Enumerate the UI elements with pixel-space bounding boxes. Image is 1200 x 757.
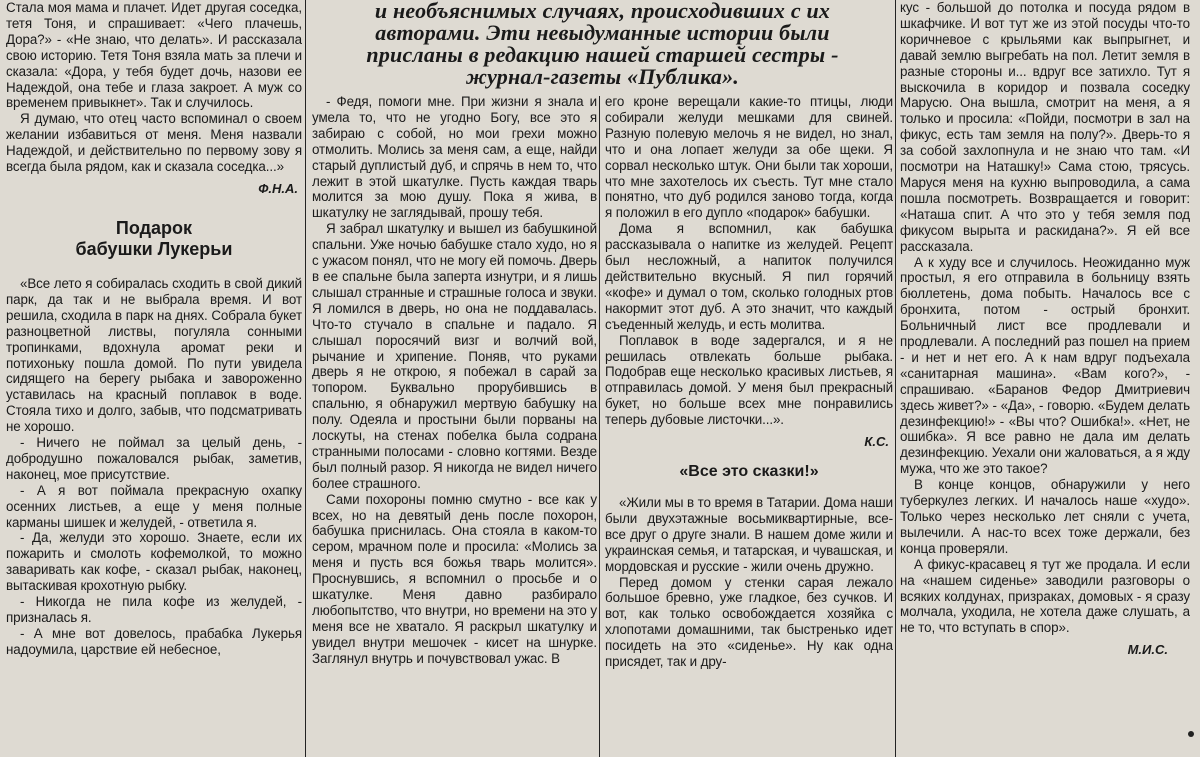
paragraph: - Никогда не пила кофе из желудей, - призналась я. [6, 594, 302, 625]
column-3 [605, 0, 893, 757]
column-divider [305, 0, 306, 757]
paragraph: Дома я вспомнил, как бабушка рассказывала о напитке из желудей. Рецепт был несложный, а напиток получился действительно вкусный. Я пил горячий «кофе» и думал о том, сколько голодных ртов накормит этот дуб. А это значит, что каждый съеденный желудь, и есть молитва. [605, 221, 893, 332]
author-signature: Ф.Н.А. [258, 180, 298, 196]
column-1 [6, 0, 302, 757]
paragraph: - А мне вот довелось, прабабка Лукерья надоумила, царствие ей небесное, [6, 625, 302, 657]
paragraph: - Федя, помоги мне. При жизни я знала и умела то, что не угодно Богу, все это я забираю с собой, но мои грехи можно отмолить. Молись за меня сам, а еще, найди старый дуплистый дуб, и спрячь в нем то, что лежит в этой шкатулке. Пусть каждая тварь молится за мою душу. Пока я жива, в шкатулку не заглядывай, прошу тебя. [312, 94, 597, 221]
paragraph: кус - большой до потолка и посуда рядом в шкафчике. И вот тут же из этой посуды что-то коричневое с крыльями как выпрыгнет, и давай землю выгребать на пол. Летит земля в разные стороны и... вдруг все затихло. Тут я выскочила в коридор и позвала соседку Марусю. Она вышла, смотрит на меня, а я только и просила: «Пойди, посмотри в зал на фикус, есть там земля на полу?». Дверь-то я за собой захлопнула и не знаю что там. «И посмотри на Наташку!» Сама стою, трясусь. Маруся меня на кухню выпроводила, а сама пошла посмотреть. Возвращается и говорит: «Наташа спит. А что это у тебя земля под фикусом вырыта и раскидана?». Я ей все рассказала. [900, 0, 1190, 254]
banner-line: и необъяснимых случаях, происходивших с их [374, 0, 831, 23]
paragraph: - Да, желуди это хорошо. Знаете, если их пожарить и смолоть кофемолкой, то можно заваривать как кофе, - сказал рыбак, наконец, вытаскивая крохотную рыбку. [6, 530, 302, 594]
story-title-line: Подарок [115, 217, 193, 238]
paragraph: - Ничего не поймал за целый день, - добродушно пожаловался рыбак, заметив, наконец, мое присутствие. [6, 435, 302, 482]
story-title: «Все это сказки!» [679, 463, 819, 481]
paragraph: А к худу все и случилось. Неожиданно муж простыл, я его отправила в больницу взять бюллетень, дома побыть. Началось все с бронхита, потом - острый бронхит. Больничный лист все продлевали и продлевали. А последний раз пошел на прием - и нет и нет его. А к нам вдруг подъехала «санитарная машина». «Вам кого?», - спрашиваю. «Баранов Федор Дмитриевич здесь живет?» - «Да», - говорю. «Будем делать дезинфекцию!» - «Вы что? Ошибка!». «Нет, не ошибка». Я все равно не дала им делать дезинфекцию. Уехали они жаловаться, а я жду мужа, что же это такое? [900, 254, 1190, 477]
author-signature: М.И.С. [1127, 642, 1168, 658]
end-mark-icon [1188, 731, 1194, 737]
paragraph: его кроне верещали какие-то птицы, люди собирали желуди мешками для свиней. Разную полевую мелочь я не видел, но знал, что и она лопает желуди за обе щеки. Я сорвал несколько штук. Они были так хороши, что мне захотелось их съесть. Тут мне стало понятно, что дуб родился заново тогда, когда я положил в его дупло «подарок» бабушки. [605, 94, 893, 221]
paragraph: Стала моя мама и плачет. Идет другая соседка, тетя Тоня, и спрашивает: «Чего плачешь, Дора?» - «Не знаю, что делать». И рассказала свою историю. Тетя Тоня взяла мать за плечи и сказала: «Дора, у тебя будет дочь, назови ее Надеждой, она тебе и глаза закроет. А муж со временем привыкнет». Так и случилось. [6, 0, 302, 111]
paragraph: «Жили мы в то время в Татарии. Дома наши были двухэтажные восьмиквартирные, все-все друг о друге знали. В нашем доме жили и украинская семья, и татарская, и чувашская, и мордовская и русские - жили очень дружно. [605, 495, 893, 574]
story-title-line: бабушки Лукерьи [75, 238, 233, 259]
paragraph: В конце концов, обнаружили у него туберкулез легких. И началось наше «худо». Только через несколько лет сняли с учета, вылечили. А нас-то всех тоже держали, без конца проверяли. [900, 477, 1190, 556]
column-divider [895, 0, 896, 757]
paragraph: Сами похороны помню смутно - все как у всех, но на девятый день после похорон, бабушка приснилась. Она стояла в каком-то сером, мрачном поле и просила: «Молись за меня и пусть вся божья тварь молится». Проснувшись, я вспомнил о просьбе и о шкатулке. Меня давно разбирало любопытство, что внутри, но времени на это у меня все не хватало. Я раскрыл шкатулку и увидел внутри мешочек - кисет на шнурке. Заглянул внутрь и почувствовал ужас. В [312, 491, 597, 666]
paragraph: А фикус-красавец я тут же продала. И если на «нашем сиденье» заводили разговоры о всяких колдунах, призраках, домовых - я сразу молчала, уходила, не хотела даже слушать, а не то, что вступать в спор». [900, 556, 1190, 636]
column-2 [312, 0, 597, 757]
author-signature: К.С. [864, 434, 889, 450]
paragraph: - А я вот поймала прекрасную охапку осенних листьев, а еще у меня полные карманы шишек и желудей, - ответила я. [6, 482, 302, 530]
paragraph: Я забрал шкатулку и вышел из бабушкиной спальни. Уже ночью бабушке стало худо, но я с ужасом понял, что не могу ей помочь. Дверь в ее спальне была заперта изнутри, и я лишь слышал странные и страшные голоса и звуки. Я ломился в дверь, но она не поддавалась. Что-то стучало в спальне и падало. Я слышал поросячий визг и волчий вой, рычание и хрипение. Поняв, что руками дверь я не открою, я побежал в сарай за топором. Буквально прорубившись в спальню, я обнаружил мертвую бабушку на полу. Одеяла и простыни были порваны на лоскуты, на стенах побелка была содрана странными полосами - словно когтями. Везде был полный разор. Я никогда не видел ничего более страшного. [312, 221, 597, 491]
column-divider [599, 96, 600, 757]
paragraph: Я думаю, что отец часто вспоминал о своем желании избавиться от меня. Меня назвали Надеждой, и действительно по первому зову я всегда была рядом, как и сказала соседка...» [6, 111, 302, 175]
paragraph: Поплавок в воде задергался, и я не решилась отвлекать больше рыбака. Подобрав еще несколько красивых листьев, я отправилась домой. У меня был прекрасный букет, но больше всех мне понравились теперь дубовые листочки...». [605, 332, 893, 428]
column-4 [900, 0, 1190, 757]
paragraph: Перед домом у стенки сарая лежало большое бревно, уже гладкое, без сучков. И вот, как только освобождается хозяйка с хлопотами домашними, так быстренько идет посидеть на это «сиденье». Ну как одна присядет, так и дру- [605, 574, 893, 670]
story-title [6, 218, 302, 260]
paragraph: «Все лето я собиралась сходить в свой дикий парк, да так и не выбрала время. И вот решила, сходила в парк на днях. Собрала букет разноцветной листвы, погуляла сонными тропинками, вдохнула аромат реки и потихоньку пошла домой. По пути увидела сидящего на берегу рыбака и завороженно уставилась на красный поплавок в воде. Стояла тихо и долго, забыв, что подсматривать не хорошо. [6, 275, 302, 435]
banner-line: присланы в редакцию нашей старшей сестры - [366, 42, 839, 67]
banner-line: авторами. Эти невыдуманные истории были [375, 20, 830, 45]
banner-line: журнал-газеты «Публика». [465, 64, 740, 89]
